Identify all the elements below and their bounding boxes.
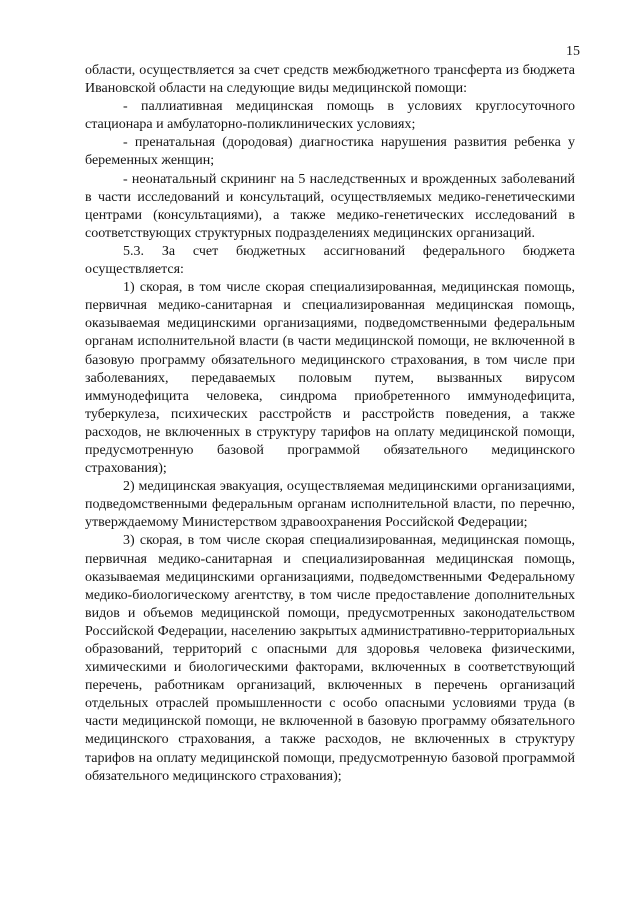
paragraph: области, осуществляется за счет средств межбюджетного трансферта из бюджета Ивановской области на следующие виды медицинской помощи: (85, 63, 575, 97)
paragraph: 3) скорая, в том числе скорая специализированная, медицинская помощь, первичная медико-санитарная и специализированная медицинская помощь, оказываемая медицинскими организациями, подведомственными Федеральному медико-биологическому агентству, в том числе предоставление дополнительных видов и объемов медицинской помощи, предусмотренных законодательством Российской Федерации, населению закрытых административно-территориальных образований, территорий с опасными для здоровья человека физическими, химическими и биологическими факторами, включенных в соответствующий перечень, работникам организаций, включенных в перечень организаций отдельных отраслей промышленности с особо опасными условиями труда (в части медицинской помощи, не включенной в базовую программу обязательного медицинского страхования, а также расходов, не включенных в структуру тарифов на оплату медицинской помощи, предусмотренную базовой программой обязательного медицинского страхования); (85, 533, 575, 784)
paragraph: - пренатальная (дородовая) диагностика нарушения развития ребенка у беременных женщин; (85, 135, 575, 169)
paragraph: 1) скорая, в том числе скорая специализированная, медицинская помощь, первичная медико-санитарная и специализированная медицинская помощь, оказываемая медицинскими организациями, подведомственными федеральным органам исполнительной власти (в части медицинской помощи, не включенной в базовую программу обязательного медицинского страхования, в том числе при заболеваниях, передаваемых половым путем, вызванных вирусом иммунодефицита человека, синдрома приобретенного иммунодефицита, туберкулеза, психических расстройств и расстройств поведения, а также расходов, не включенных в структуру тарифов на оплату медицинской помощи, предусмотренную базовой программой обязательного медицинского страхования); (85, 280, 575, 477)
paragraph: 2) медицинская эвакуация, осуществляемая медицинскими организациями, подведомственными федеральным органам исполнительной власти, по перечню, утверждаемому Министерством здравоохранения Российской Федерации; (85, 479, 575, 531)
paragraph: - неонатальный скрининг на 5 наследственных и врожденных заболеваний в части исследований и консультаций, осуществляемых медико-генетическими центрами (консультациями), а также медико-генетических исследований в соответствующих структурных подразделениях медицинских организаций. (85, 171, 575, 241)
body-text (85, 62, 575, 786)
page-number: 15 (566, 44, 580, 59)
paragraph: 5.3. За счет бюджетных ассигнований федерального бюджета осуществляется: (85, 243, 575, 278)
paragraph: - паллиативная медицинская помощь в условиях круглосуточного стационара и амбулаторно-поликлинических условиях; (85, 99, 575, 133)
